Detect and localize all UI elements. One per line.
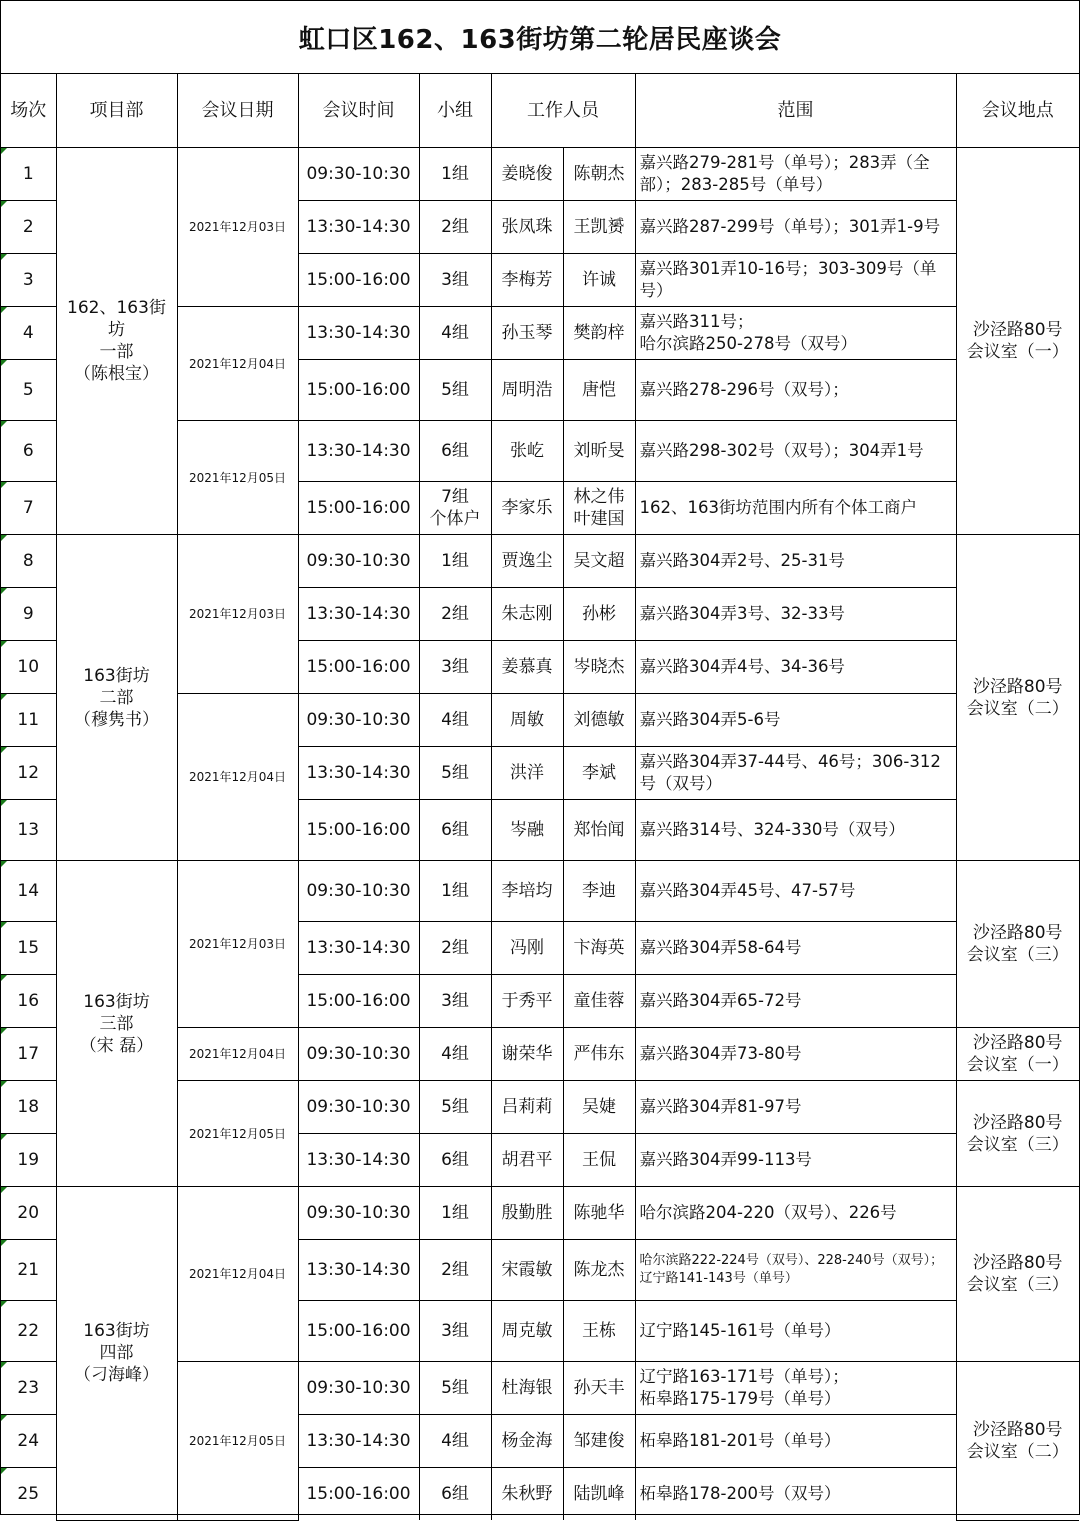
- staff-member-2: 刘昕旻: [563, 421, 635, 482]
- address-range: 嘉兴路304弄4号、34-36号: [635, 641, 956, 694]
- meeting-time: 13:30-14:30: [298, 1240, 419, 1301]
- staff-member-2: 樊韵梓: [563, 307, 635, 360]
- staff-member-1: 宋霞敏: [491, 1240, 563, 1301]
- meeting-time: 09:30-10:30: [298, 535, 419, 588]
- session-number: 12: [1, 747, 56, 800]
- staff-member-1: 姜晓俊: [491, 148, 563, 201]
- project-department: 162、163街 坊 一部 （陈根宝）: [56, 148, 177, 535]
- session-number: 11: [1, 694, 56, 747]
- address-range: 嘉兴路311号； 哈尔滨路250-278号（双号）: [635, 307, 956, 360]
- address-range: 辽宁路145-161号（单号）: [635, 1301, 956, 1362]
- session-number: 7: [1, 482, 56, 535]
- meeting-time: 09:30-10:30: [298, 148, 419, 201]
- meeting-date: 2021年12月03日: [177, 861, 298, 1028]
- meeting-date: 2021年12月03日: [177, 535, 298, 694]
- session-number: 1: [1, 148, 56, 201]
- group-name: 4组: [419, 307, 491, 360]
- address-range: 嘉兴路304弄2号、25-31号: [635, 535, 956, 588]
- table-row: [1, 861, 1079, 922]
- staff-member-2: 许诚: [563, 254, 635, 307]
- address-range: 哈尔滨路204-220（双号）、226号: [635, 1187, 956, 1240]
- session-number: 6: [1, 421, 56, 482]
- group-name: 4组: [419, 1028, 491, 1081]
- meeting-time: 15:00-16:00: [298, 254, 419, 307]
- address-range: 嘉兴路304弄37-44号、46号；306-312号（双号）: [635, 747, 956, 800]
- meeting-time: 09:30-10:30: [298, 1028, 419, 1081]
- staff-member-2: 王侃: [563, 1134, 635, 1187]
- staff-member-1: 于秀平: [491, 975, 563, 1028]
- meeting-time: 09:30-10:30: [298, 694, 419, 747]
- address-range: 嘉兴路301弄10-16号；303-309号（单号）: [635, 254, 956, 307]
- staff-member-2: 陈驰华: [563, 1187, 635, 1240]
- staff-member-1: 杜海银: [491, 1362, 563, 1415]
- group-name: 7组 个体户: [419, 482, 491, 535]
- address-range: 嘉兴路314号、324-330号（双号）: [635, 800, 956, 861]
- address-range: 嘉兴路304弄3号、32-33号: [635, 588, 956, 641]
- group-name: 6组: [419, 1468, 491, 1521]
- staff-member-1: 张凤珠: [491, 201, 563, 254]
- group-name: 5组: [419, 360, 491, 421]
- meeting-date: 2021年12月03日: [177, 148, 298, 307]
- meeting-time: 13:30-14:30: [298, 747, 419, 800]
- group-name: 1组: [419, 1187, 491, 1240]
- staff-member-2: 郑怡闻: [563, 800, 635, 861]
- session-number: 8: [1, 535, 56, 588]
- meeting-time: 09:30-10:30: [298, 1187, 419, 1240]
- address-range: 嘉兴路304弄5-6号: [635, 694, 956, 747]
- session-number: 17: [1, 1028, 56, 1081]
- staff-member-1: 姜慕真: [491, 641, 563, 694]
- header-no: 场次: [1, 74, 56, 148]
- meeting-time: 13:30-14:30: [298, 588, 419, 641]
- staff-member-1: 洪洋: [491, 747, 563, 800]
- meeting-time: 15:00-16:00: [298, 482, 419, 535]
- page-title: 虹口区162、163街坊第二轮居民座谈会: [1, 1, 1079, 74]
- address-range: 嘉兴路304弄45号、47-57号: [635, 861, 956, 922]
- session-number: 18: [1, 1081, 56, 1134]
- session-number: 14: [1, 861, 56, 922]
- staff-member-2: 王栋: [563, 1301, 635, 1362]
- meeting-date: 2021年12月04日: [177, 694, 298, 861]
- staff-member-1: 谢荣华: [491, 1028, 563, 1081]
- group-name: 2组: [419, 922, 491, 975]
- staff-member-1: 李家乐: [491, 482, 563, 535]
- group-name: 3组: [419, 1301, 491, 1362]
- meeting-time: 13:30-14:30: [298, 1134, 419, 1187]
- header-range: 范围: [635, 74, 956, 148]
- group-name: 3组: [419, 641, 491, 694]
- meeting-date: 2021年12月04日: [177, 1187, 298, 1362]
- meeting-date: 2021年12月05日: [177, 1081, 298, 1187]
- staff-member-1: 朱秋野: [491, 1468, 563, 1521]
- meeting-time: 15:00-16:00: [298, 360, 419, 421]
- schedule-table: [1, 74, 1079, 1521]
- staff-member-2: 孙天丰: [563, 1362, 635, 1415]
- meeting-location: 沙泾路80号 会议室（一）: [956, 1028, 1079, 1081]
- header-row: [1, 74, 1079, 148]
- staff-member-2: 陈龙杰: [563, 1240, 635, 1301]
- staff-member-1: 胡君平: [491, 1134, 563, 1187]
- staff-member-2: 陈朝杰: [563, 148, 635, 201]
- table-row: [1, 535, 1079, 588]
- session-number: 2: [1, 201, 56, 254]
- project-department: 163街坊 二部 （穆隽书）: [56, 535, 177, 861]
- staff-member-2: 岑晓杰: [563, 641, 635, 694]
- session-number: 3: [1, 254, 56, 307]
- staff-member-1: 贾逸尘: [491, 535, 563, 588]
- meeting-location: 沙泾路80号 会议室（一）: [956, 148, 1079, 535]
- staff-member-2: 邹建俊: [563, 1415, 635, 1468]
- meeting-location: 沙泾路80号 会议室（三）: [956, 861, 1079, 1028]
- meeting-time: 13:30-14:30: [298, 307, 419, 360]
- header-staff: 工作人员: [491, 74, 635, 148]
- address-range: 辽宁路163-171号（单号）； 柘皋路175-179号（单号）: [635, 1362, 956, 1415]
- session-number: 9: [1, 588, 56, 641]
- address-range: 嘉兴路304弄81-97号: [635, 1081, 956, 1134]
- staff-member-1: 朱志刚: [491, 588, 563, 641]
- group-name: 1组: [419, 148, 491, 201]
- staff-member-1: 李培均: [491, 861, 563, 922]
- table-row: [1, 148, 1079, 201]
- session-number: 15: [1, 922, 56, 975]
- meeting-location: 沙泾路80号 会议室（二）: [956, 1362, 1079, 1521]
- meeting-time: 15:00-16:00: [298, 1301, 419, 1362]
- staff-member-1: 冯刚: [491, 922, 563, 975]
- staff-member-2: 陆凯峰: [563, 1468, 635, 1521]
- staff-member-1: 周克敏: [491, 1301, 563, 1362]
- session-number: 25: [1, 1468, 56, 1521]
- staff-member-2: 孙彬: [563, 588, 635, 641]
- meeting-date: 2021年12月05日: [177, 1362, 298, 1521]
- staff-member-1: 吕莉莉: [491, 1081, 563, 1134]
- meeting-time: 15:00-16:00: [298, 800, 419, 861]
- group-name: 6组: [419, 421, 491, 482]
- meeting-time: 13:30-14:30: [298, 1415, 419, 1468]
- session-number: 19: [1, 1134, 56, 1187]
- group-name: 6组: [419, 1134, 491, 1187]
- address-range: 嘉兴路298-302号（双号）；304弄1号: [635, 421, 956, 482]
- staff-member-1: 孙玉琴: [491, 307, 563, 360]
- session-number: 23: [1, 1362, 56, 1415]
- group-name: 6组: [419, 800, 491, 861]
- group-name: 3组: [419, 975, 491, 1028]
- session-number: 4: [1, 307, 56, 360]
- group-name: 5组: [419, 747, 491, 800]
- staff-member-2: 吴文超: [563, 535, 635, 588]
- meeting-time: 13:30-14:30: [298, 201, 419, 254]
- meeting-time: 09:30-10:30: [298, 1081, 419, 1134]
- address-range: 嘉兴路304弄99-113号: [635, 1134, 956, 1187]
- staff-member-1: 李梅芳: [491, 254, 563, 307]
- session-number: 10: [1, 641, 56, 694]
- meeting-time: 09:30-10:30: [298, 861, 419, 922]
- meeting-time: 13:30-14:30: [298, 922, 419, 975]
- staff-member-1: 杨金海: [491, 1415, 563, 1468]
- header-group: 小组: [419, 74, 491, 148]
- group-name: 2组: [419, 201, 491, 254]
- session-number: 16: [1, 975, 56, 1028]
- staff-member-2: 严伟东: [563, 1028, 635, 1081]
- header-date: 会议日期: [177, 74, 298, 148]
- group-name: 1组: [419, 861, 491, 922]
- group-name: 3组: [419, 254, 491, 307]
- meeting-time: 09:30-10:30: [298, 1362, 419, 1415]
- staff-member-2: 童佳蓉: [563, 975, 635, 1028]
- header-location: 会议地点: [956, 74, 1079, 148]
- address-range: 162、163街坊范围内所有个体工商户: [635, 482, 956, 535]
- header-dept: 项目部: [56, 74, 177, 148]
- address-range: 嘉兴路304弄73-80号: [635, 1028, 956, 1081]
- staff-member-2: 林之伟 叶建国: [563, 482, 635, 535]
- group-name: 2组: [419, 1240, 491, 1301]
- staff-member-2: 刘德敏: [563, 694, 635, 747]
- address-range: 柘皋路181-201号（单号）: [635, 1415, 956, 1468]
- group-name: 4组: [419, 694, 491, 747]
- meeting-date: 2021年12月04日: [177, 1028, 298, 1081]
- address-range: 哈尔滨路222-224号（双号）、228-240号（双号）； 辽宁路141-143号（单号）: [635, 1240, 956, 1301]
- group-name: 4组: [419, 1415, 491, 1468]
- session-number: 21: [1, 1240, 56, 1301]
- meeting-location: 沙泾路80号 会议室（三）: [956, 1187, 1079, 1362]
- meeting-location: 沙泾路80号 会议室（三）: [956, 1081, 1079, 1187]
- meeting-location: 沙泾路80号 会议室（二）: [956, 535, 1079, 861]
- header-time: 会议时间: [298, 74, 419, 148]
- staff-member-1: 岑融: [491, 800, 563, 861]
- staff-member-2: 卞海英: [563, 922, 635, 975]
- staff-member-1: 张屹: [491, 421, 563, 482]
- group-name: 2组: [419, 588, 491, 641]
- staff-member-2: 吴婕: [563, 1081, 635, 1134]
- staff-member-2: 王凯赟: [563, 201, 635, 254]
- session-number: 5: [1, 360, 56, 421]
- address-range: 嘉兴路287-299号（单号）；301弄1-9号: [635, 201, 956, 254]
- address-range: 柘皋路178-200号（双号）: [635, 1468, 956, 1521]
- address-range: 嘉兴路278-296号（双号）；: [635, 360, 956, 421]
- staff-member-1: 殷勤胜: [491, 1187, 563, 1240]
- staff-member-1: 周明浩: [491, 360, 563, 421]
- session-number: 20: [1, 1187, 56, 1240]
- staff-member-2: 唐恺: [563, 360, 635, 421]
- meeting-time: 13:30-14:30: [298, 421, 419, 482]
- session-number: 13: [1, 800, 56, 861]
- table-row: [1, 1187, 1079, 1240]
- meeting-time: 15:00-16:00: [298, 1468, 419, 1521]
- group-name: 5组: [419, 1362, 491, 1415]
- group-name: 5组: [419, 1081, 491, 1134]
- staff-member-2: 李迪: [563, 861, 635, 922]
- address-range: 嘉兴路279-281号（单号）；283弄（全部）；283-285号（单号）: [635, 148, 956, 201]
- project-department: 163街坊 三部 （宋 磊）: [56, 861, 177, 1187]
- session-number: 24: [1, 1415, 56, 1468]
- address-range: 嘉兴路304弄65-72号: [635, 975, 956, 1028]
- project-department: 163街坊 四部 （刁海峰）: [56, 1187, 177, 1521]
- meeting-time: 15:00-16:00: [298, 975, 419, 1028]
- staff-member-2: 李斌: [563, 747, 635, 800]
- meeting-date: 2021年12月05日: [177, 421, 298, 535]
- schedule-body: [1, 148, 1079, 1521]
- meeting-time: 15:00-16:00: [298, 641, 419, 694]
- group-name: 1组: [419, 535, 491, 588]
- staff-member-1: 周敏: [491, 694, 563, 747]
- address-range: 嘉兴路304弄58-64号: [635, 922, 956, 975]
- session-number: 22: [1, 1301, 56, 1362]
- meeting-date: 2021年12月04日: [177, 307, 298, 421]
